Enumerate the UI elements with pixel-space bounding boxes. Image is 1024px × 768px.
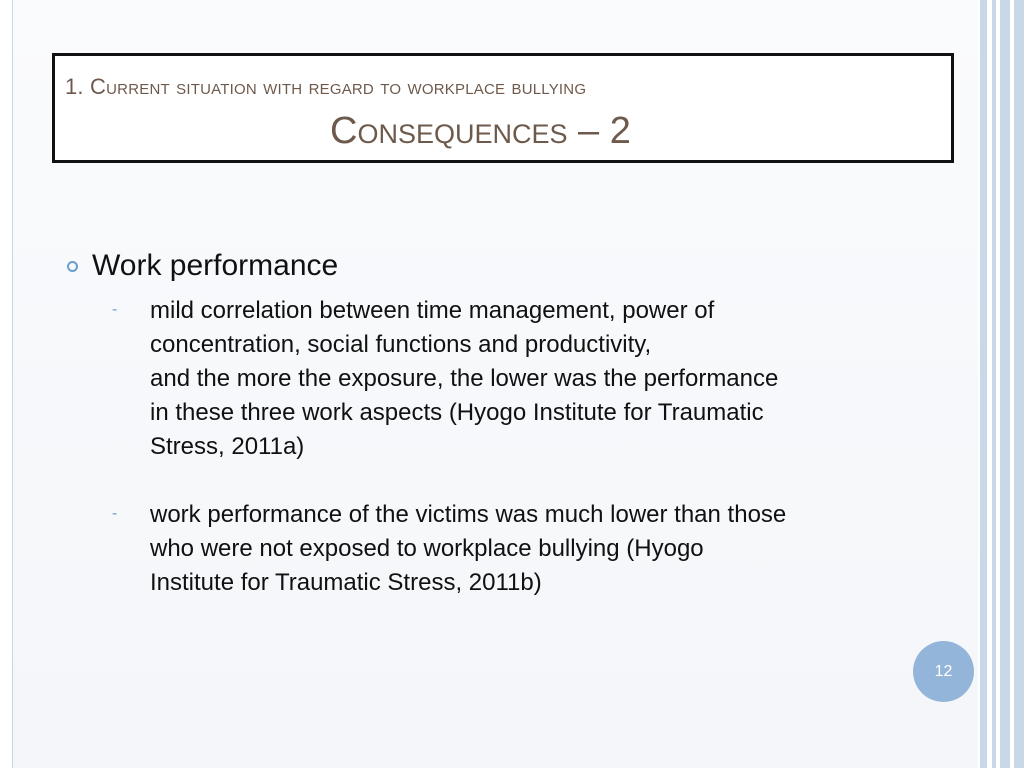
sub-bullet-line: and the more the exposure, the lower was the performance	[150, 365, 779, 392]
sub-bullet-line: work performance of the victims was much lower than those	[150, 501, 787, 528]
left-border-decoration	[0, 0, 13, 768]
dash-icon: -	[112, 301, 118, 318]
page-number: 12	[934, 662, 953, 680]
sub-bullet-line: mild correlation between time management, power of	[150, 297, 715, 324]
sub-bullet-item	[112, 294, 924, 464]
slide-content	[64, 246, 924, 634]
sub-bullet-line: Stress, 2011a)	[150, 433, 305, 460]
sub-bullet-line: who were not exposed to workplace bullying (Hyogo	[150, 535, 704, 562]
page-number-badge	[913, 641, 974, 702]
sub-bullet-item	[112, 498, 924, 600]
bullet-heading: Work performance	[92, 249, 339, 282]
bullet-circle-icon	[67, 261, 78, 272]
right-stripe-decoration	[978, 0, 1024, 768]
sub-bullet-line: concentration, social functions and productivity,	[150, 331, 652, 358]
bullet-item	[64, 246, 924, 286]
sub-bullet-line: Institute for Traumatic Stress, 2011b)	[150, 569, 542, 596]
slide-title: Consequences – 2	[330, 110, 631, 152]
sub-bullet-line: in these three work aspects (Hyogo Institute for Traumatic	[150, 399, 764, 426]
slide-section-title: 1. Current situation with regard to workplace bullying	[65, 74, 587, 99]
sub-bullet-list	[64, 294, 924, 600]
title-box	[52, 53, 954, 163]
dash-icon: -	[112, 505, 118, 522]
